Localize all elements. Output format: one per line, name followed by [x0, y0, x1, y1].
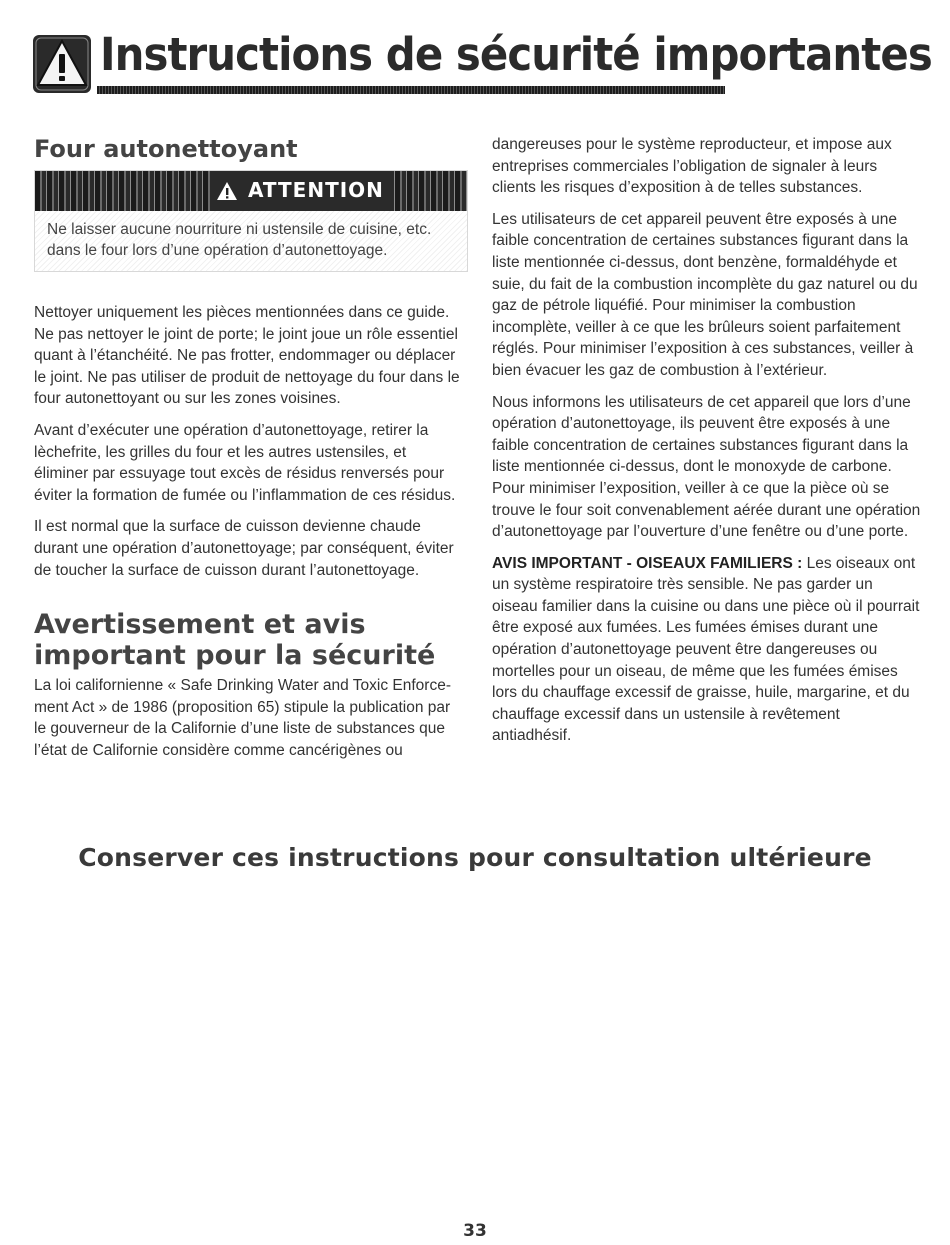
- right-column: [492, 134, 922, 757]
- birds-notice-lead: AVIS IMPORTANT - OISEAUX FAMILIERS :: [492, 554, 803, 572]
- paragraph: Avant d’exécuter une opération d’autonettoyage, retirer la lèchefrite, les grilles du four et les autres ustensiles, et éliminer par essuyage tout excès de résidus renversés pour éviter la formation de fumée ou l’inflammation de ces résidus.: [34, 421, 456, 504]
- birds-notice-text: Les oiseaux ont un système respiratoire très sensible. Ne pas garder un oiseau familier dans la cuisine ou dans une pièce où il pourrait être exposé aux fumées. Les fumées émises durant une opération d’autonettoyage peuvent être dangereuses ou mortelles pour un oiseau, de même que les fumées émises lors du chauffage excessif de graisse, huile, margarine, et du chauffage excessif dans un ustensile à revêtement antiadhésif.: [492, 554, 920, 745]
- paragraph: Nettoyer uniquement les pièces mentionnées dans ce guide. Ne pas nettoyer le joint de porte; le joint joue un rôle essentiel quant à l’étanchéité. Ne pas frotter, endommager ou déplacer le joint. Ne pas utiliser de produit de nettoyage du four dans le four autonettoyant ou sur les zones voisines.: [34, 304, 460, 408]
- attention-label: ATTENTION: [248, 178, 384, 203]
- section-title-warning: Avertissement et avis important pour la sécurité: [34, 609, 436, 672]
- paragraph: La loi californienne « Safe Drinking Water and Toxic Enforce-ment Act » de 1986 (proposition 65) stipule la publication par le gouverneur de la Californie d’une liste de substances que l’état de Californie considère comme cancérigènes ou: [34, 677, 451, 759]
- attention-text: Ne laisser aucune nourriture ni ustensile de cuisine, etc. dans le four lors d’une opération d’autonettoyage.: [35, 211, 467, 271]
- attention-banner: [35, 171, 467, 211]
- title-underline: [97, 86, 725, 94]
- attention-box: [34, 170, 468, 272]
- section-title-self-cleaning: Four autonettoyant: [34, 135, 298, 163]
- paragraph: dangereuses pour le système reproducteur, et impose aux entreprises commerciales l’obligation de signaler à leurs clients les risques d’exposition à de telles substances.: [492, 136, 892, 197]
- left-column: [34, 134, 464, 772]
- footer-title: Conserver ces instructions pour consultation ultérieure: [78, 843, 872, 872]
- birds-notice: [492, 553, 922, 747]
- paragraph: Il est normal que la surface de cuisson devienne chaude durant une opération d’autonettoyage; par conséquent, éviter de toucher la surface de cuisson durant l’autonettoyage.: [34, 518, 454, 579]
- attention-label-group: [210, 171, 392, 211]
- attention-triangle-icon: [216, 181, 238, 201]
- warning-triangle-icon: [33, 35, 91, 93]
- page-title: Instructions de sécurité importantes: [100, 28, 932, 81]
- paragraph: Les utilisateurs de cet appareil peuvent être exposés à une faible concentration de certaines substances figurant dans la liste mentionnée ci-dessus, dont benzène, formaldéhyde et suie, du fait de la combustion incomplète du gaz naturel ou du gaz de pétrole liquéfié. Pour minimiser la combustion incomplète, veiller à ce que les brûleurs soient parfaitement réglés. Pour minimiser l’exposition à ces substances, veiller à bien évacuer les gaz de combustion à l’extérieur.: [492, 210, 918, 379]
- page-number: 33: [463, 1221, 487, 1241]
- paragraph: Nous informons les utilisateurs de cet appareil que lors d’une opération d’autonettoyage, ils peuvent être exposés à une faible concentration de certaines substances figurant dans la liste mentionnée ci-dessus, dont le monoxyde de carbone. Pour minimiser l’exposition, veiller à ce que la pièce où se trouve le four soit convenablement aérée durant une opération d’autonettoyage par l’ouverture d’une fenêtre ou d’une porte.: [492, 393, 921, 541]
